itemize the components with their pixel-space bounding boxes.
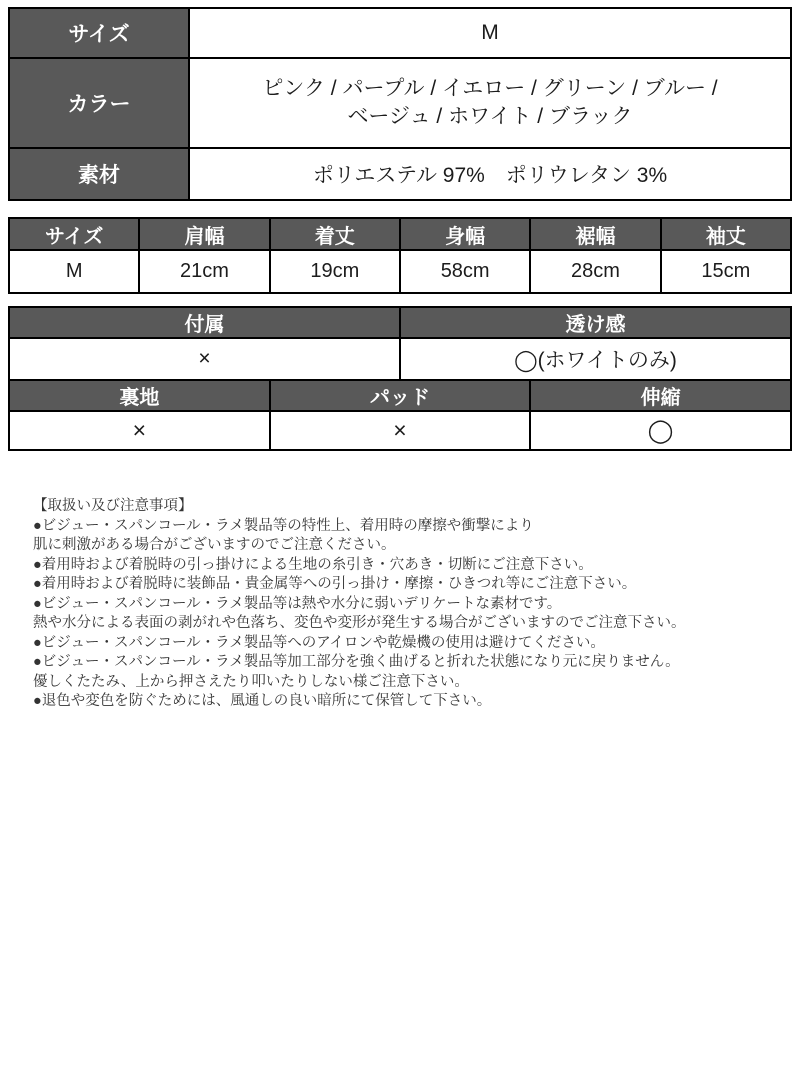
handling-note-line: 優しくたたみ、上から押さえたり叩いたりしない様ご注意下さい。 <box>33 673 469 690</box>
feature-bottom-value-row <box>9 411 791 450</box>
measurement-header-row <box>9 218 791 250</box>
spec-label-size: サイズ <box>9 8 189 58</box>
feature-value-accessory: × <box>9 338 400 380</box>
feature-value-lining: × <box>9 411 270 450</box>
feature-table-top <box>8 306 792 381</box>
handling-note-line: ●着用時および着脱時の引っ掛けによる生地の糸引き・穴あき・切断にご注意下さい。 <box>33 556 593 573</box>
handling-note-line: 熱や水分による表面の剥がれや色落ち、変色や変形が発生する場合がございますのでご注意下さい。 <box>33 615 686 631</box>
measurement-table <box>8 217 792 294</box>
measurement-header-hem: 裾幅 <box>530 218 660 250</box>
measurement-header-sleeve: 袖丈 <box>661 218 791 250</box>
feature-header-pad: パッド <box>270 380 531 411</box>
handling-notes <box>33 497 772 712</box>
handling-note-line: ●着用時および着脱時に装飾品・貴金属等への引っ掛け・摩擦・ひきつれ等にご注意下さい。 <box>33 576 637 592</box>
feature-header-sheerness: 透け感 <box>400 307 791 338</box>
feature-table-bottom <box>8 379 792 451</box>
color-list-line2: ベージュ / ホワイト / ブラック <box>347 105 633 128</box>
feature-value-pad: × <box>270 411 531 450</box>
measurement-value-shoulder: 21cm <box>139 250 269 293</box>
measurement-value-body: 58cm <box>400 250 530 293</box>
feature-bottom-header-row <box>9 380 791 411</box>
measurement-header-size: サイズ <box>9 218 139 250</box>
handling-note-line: 肌に刺激がある場合がございますのでご注意ください。 <box>33 537 396 553</box>
spec-value-material: ポリエステル 97% ポリウレタン 3% <box>189 148 791 200</box>
spec-row-color <box>9 58 791 148</box>
handling-notes-title: 【取扱い及び注意事項】 <box>33 498 193 514</box>
measurement-value-hem: 28cm <box>530 250 660 293</box>
measurement-value-length: 19cm <box>270 250 400 293</box>
feature-value-sheerness: ◯(ホワイトのみ) <box>400 338 791 380</box>
handling-note-line: ●ビジュー・スパンコール・ラメ製品等は熱や水分に弱いデリケートな素材です。 <box>33 595 562 612</box>
measurement-header-shoulder: 肩幅 <box>139 218 269 250</box>
feature-top-header-row <box>9 307 791 338</box>
spec-label-color: カラー <box>9 58 189 148</box>
measurement-value-sleeve: 15cm <box>661 250 791 293</box>
color-list-line1: ピンク / パープル / イエロー / グリーン / ブルー / <box>262 77 718 100</box>
handling-note-line: ●ビジュー・スパンコール・ラメ製品等加工部分を強く曲げると折れた状態になり元に戻りません。 <box>33 654 680 670</box>
feature-header-lining: 裏地 <box>9 380 270 411</box>
measurement-value-row <box>9 250 791 293</box>
handling-note-line: ●ビジュー・スパンコール・ラメ製品等の特性上、着用時の摩擦や衝撃により <box>33 517 534 534</box>
measurement-header-length: 着丈 <box>270 218 400 250</box>
feature-header-stretch: 伸縮 <box>530 380 791 411</box>
measurement-value-size: M <box>9 250 139 293</box>
spec-value-color <box>189 58 791 148</box>
feature-header-accessory: 付属 <box>9 307 400 338</box>
measurement-header-body: 身幅 <box>400 218 530 250</box>
handling-note-line: ●ビジュー・スパンコール・ラメ製品等へのアイロンや乾燥機の使用は避けてください。 <box>33 634 605 651</box>
spec-row-size <box>9 8 791 58</box>
spec-label-material: 素材 <box>9 148 189 200</box>
spec-table <box>8 7 792 201</box>
spec-row-material <box>9 148 791 200</box>
handling-note-line: ●退色や変色を防ぐためには、風通しの良い暗所にて保管して下さい。 <box>33 693 492 709</box>
spec-value-size: M <box>189 8 791 58</box>
feature-top-value-row <box>9 338 791 380</box>
feature-value-stretch: ◯ <box>530 411 791 450</box>
